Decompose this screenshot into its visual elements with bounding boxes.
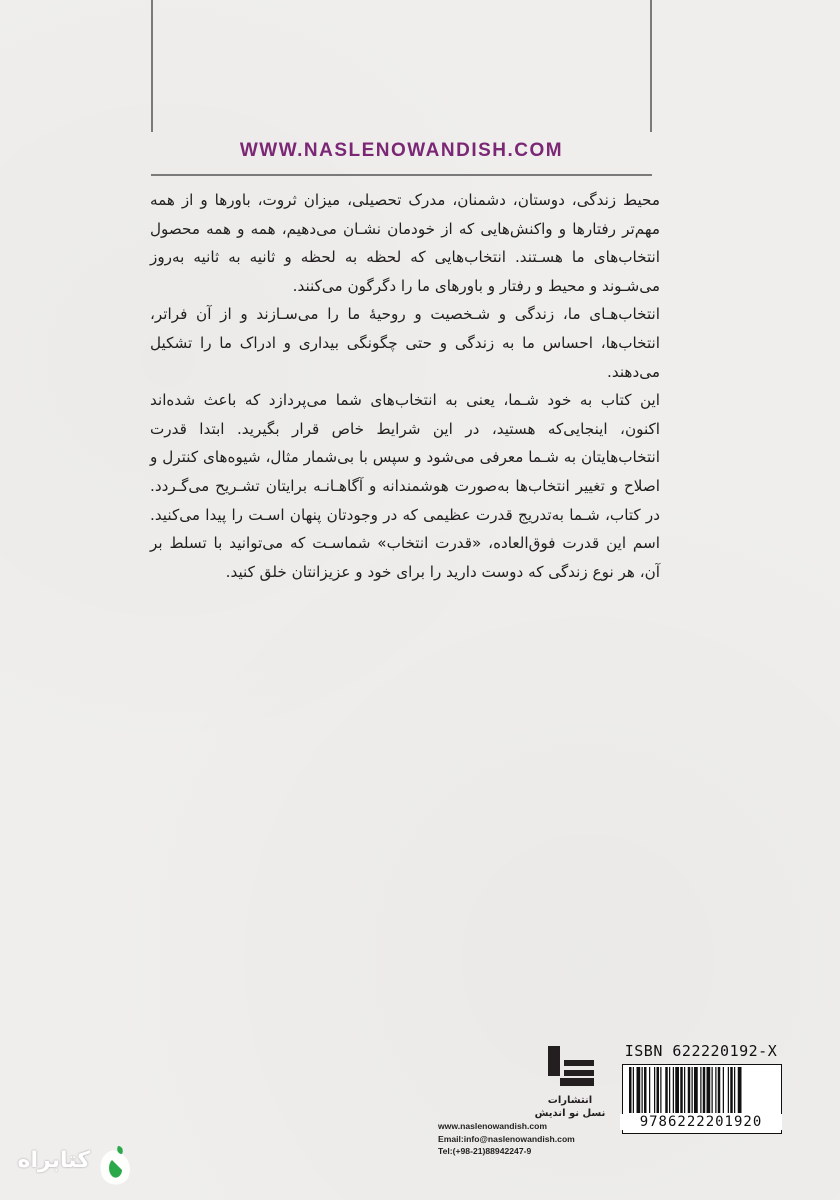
store-logo-icon bbox=[94, 1142, 134, 1192]
store-badge bbox=[8, 1138, 132, 1196]
publisher-logo-icon bbox=[540, 1042, 600, 1092]
contact-email: Email:info@naslenowandish.com bbox=[438, 1133, 575, 1144]
barcode-graphic bbox=[623, 1065, 781, 1113]
publisher-title: نسل نو اندیش bbox=[534, 1108, 606, 1119]
blurb-paragraph-3: این کتاب به خود شـما، یعنی به انتخاب‌های شما می‌پردازد که باعث شده‌اند اکنون، اینجایی‌که هستید، در این شرایط خاص قرار بگیرید. ابتدا قدرت انتخاب‌هایتان به شـما معرفی می‌شود و سپس با بی‌شمار مثال، شیوه‌های کنترل و اصلاح و تغییر انتخاب‌ها به‌صورت هوشمندانه و آگاهـانـه برایتان تشـریح می‌گـردد. در کتاب، شـما به‌تدریج قدرت عظیمی که در وجودتان پنهان اسـت را پیدا می‌کنید. اسم این قدرت فوق‌العاده، «قدرت انتخاب» شماسـت که می‌توانید با تسلط بر آن، هر نوع زندگی که دوست دارید را برای خود و عزیزانتان خلق کنید. bbox=[150, 391, 660, 581]
isbn-number: ISBN 622220192-X bbox=[624, 1042, 778, 1060]
blurb-paragraph-2: انتخاب‌هـای ما، زندگی و شـخصیت و روحیهٔ ما را می‌سـازند و از آن فراتر، انتخاب‌ها، احساس ما به زندگی و حتی چگونگی بیداری و ادراک ما را تشکیل می‌دهند. bbox=[150, 305, 660, 381]
ean-number: 9786222201920 bbox=[620, 1114, 782, 1130]
publisher-contact bbox=[438, 1120, 613, 1158]
isbn-barcode bbox=[620, 1042, 782, 1134]
publisher-label: انتشارات bbox=[547, 1095, 593, 1106]
contact-phone: Tel:(+98-21)88942247-9 bbox=[438, 1146, 532, 1156]
publisher-name bbox=[528, 1094, 612, 1120]
publisher-logo bbox=[540, 1042, 600, 1092]
contact-website: www.naslenowandish.com bbox=[438, 1121, 548, 1131]
divider-rule bbox=[151, 174, 652, 176]
blurb-paragraph-1: محیط زندگی، دوستان، دشمنان، مدرک تحصیلی، میزان ثروت، باورها و از همه مهم‌تر رفتارها و واکنش‌هایی که از خودمان نشـان می‌دهیم، همه و همه محصول انتخاب‌های ما هسـتند. انتخاب‌هایی که لحظه به لحظه و ثانیه به ثانیه به‌روز می‌شـوند و محیط و رفتار و باورهای ما را دگرگون می‌کنند. bbox=[150, 191, 660, 295]
store-name: کتابراه bbox=[17, 1148, 90, 1173]
blurb bbox=[150, 186, 660, 586]
website-url: WWW.NASLENOWANDISH.COM bbox=[239, 140, 564, 161]
top-frame bbox=[151, 0, 652, 132]
